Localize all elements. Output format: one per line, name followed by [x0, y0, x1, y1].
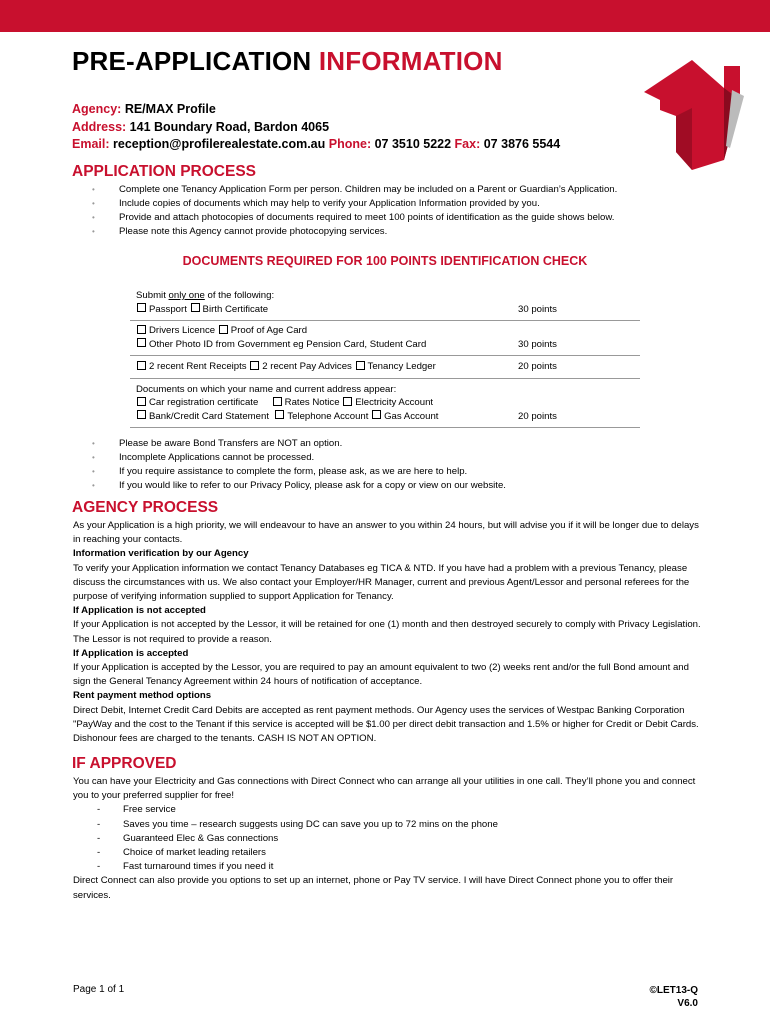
- application-process-list: [92, 183, 617, 239]
- checkbox[interactable]: [250, 361, 259, 370]
- checkbox[interactable]: [137, 303, 146, 312]
- table-row: 2 recent Rent Receipts 2 recent Pay Advices Tenancy Ledger 20 points: [130, 356, 640, 379]
- checkbox[interactable]: [275, 410, 284, 419]
- list-item: • Please be aware Bond Transfers are NOT an option.: [92, 437, 506, 451]
- list-item: - Choice of market leading retailers: [73, 846, 703, 860]
- documents-table: [130, 287, 640, 428]
- agency-process-heading: AGENCY PROCESS: [72, 499, 219, 516]
- checkbox[interactable]: [191, 303, 200, 312]
- application-process-heading: APPLICATION PROCESS: [72, 163, 257, 180]
- list-item: • If you require assistance to complete the form, please ask, as we are here to help.: [92, 465, 506, 479]
- list-item: • Incomplete Applications cannot be processed.: [92, 451, 506, 465]
- top-color-bar: [0, 0, 770, 32]
- checkbox[interactable]: [356, 361, 365, 370]
- agency-process-body: As your Application is a high priority, we will endeavour to have an answer to you within 24 hours, but will advise you if it will be longer due to delays in reaching your contacts. Information verification by our Agency To verify your Application information we contact Tenancy Databases eg TICA & NTD. If you have had a problem with a previous Tenancy, please discuss the circumstances with us. We also contact your Employer/HR Manager, current and previous Agent/Lessor and personal referees for the purpose of verifying information supplied to support Application for Tenancy. If Application is not accepted If your Application is not accepted by the Lessor, it will be retained for one (1) month and then destroyed securely to comply with Privacy Legislation. The Lessor is not required to provide a reason. If Application is accepted If your Application is accepted by the Lessor, you are required to pay an amount equivalent to two (2) weeks rent and/or the full Bond amount and sign the General Tenancy Agreement within 24 hours of notification of acceptance. Rent payment method options Direct Debit, Internet Credit Card Debits are accepted as rent payment methods. Our Agency uses the services of Westpac Banking Corporation "PayWay and the cost to the Tenant if this service is accepted will be $1.00 per direct debit transaction and 1.5% or higher for Credit or Debit Cards. Dishonour fees are charged to the tenants. CASH IS NOT AN OPTION.: [73, 520, 701, 745]
- checkbox[interactable]: [137, 397, 146, 406]
- list-item: • Complete one Tenancy Application Form per person. Children may be included on a Parent or Guardian’s Application.: [92, 183, 617, 197]
- list-item: - Saves you time – research suggests using DC can save you up to 72 mins on the phone: [73, 818, 703, 832]
- agency-details: Agency: RE/MAX Profile Address: 141 Boundary Road, Bardon 4065 Email: reception@profilerealestate.com.au Phone: 07 3510 5222 Fax: 07 3876 5544: [72, 102, 561, 151]
- checkbox[interactable]: [219, 325, 228, 334]
- list-item: - Guaranteed Elec & Gas connections: [73, 832, 703, 846]
- page-number: Page 1 of 1: [73, 984, 125, 995]
- benefits-list: [73, 803, 703, 874]
- checkbox[interactable]: [137, 361, 146, 370]
- list-item: - Fast turnaround times if you need it: [73, 860, 703, 874]
- list-item: • Please note this Agency cannot provide photocopying services.: [92, 225, 617, 239]
- form-code: ©LET13-Q V6.0: [649, 985, 698, 1009]
- if-approved-heading: IF APPROVED: [72, 755, 177, 772]
- house-logo-icon: [640, 60, 750, 170]
- list-item: • Include copies of documents which may help to verify your Application Information provided by you.: [92, 197, 617, 211]
- checkbox[interactable]: [137, 410, 146, 419]
- list-item: - Free service: [73, 803, 703, 817]
- list-item: • Provide and attach photocopies of documents required to meet 100 points of identification as the guide shows below.: [92, 211, 617, 225]
- notes-list: [92, 437, 506, 493]
- table-row: Drivers Licence Proof of Age Card Other Photo ID from Government eg Pension Card, Student Card 30 points: [130, 321, 640, 356]
- checkbox[interactable]: [137, 325, 146, 334]
- if-approved-body: You can have your Electricity and Gas connections with Direct Connect who can arrange all your utilities in one call. They’ll phone you and connect you to your preferred supplier for free! - Free service - Saves you time – research suggests using DC can save you up to 72 mins on the phone - Guaranteed Elec & Gas connections - Choice of market leading retailers - Fast turnaround times if you need it Direct Connect can also provide you options to set up an internet, phone or Pay TV service. I will have Direct Connect phone you to offer their services.: [73, 775, 703, 903]
- page-title: PRE-APPLICATION INFORMATION: [72, 46, 503, 76]
- table-row: Submit only one of the following: Passport Birth Certificate 30 points: [130, 287, 640, 321]
- checkbox[interactable]: [137, 338, 146, 347]
- checkbox[interactable]: [343, 397, 352, 406]
- documents-heading: DOCUMENTS REQUIRED FOR 100 POINTS IDENTIFICATION CHECK: [182, 254, 588, 268]
- checkbox[interactable]: [372, 410, 381, 419]
- table-row: Documents on which your name and current address appear: Car registration certificate Rates Notice Electricity Account Bank/Credit Card Statement Telephone Account Gas Account 20 points: [130, 379, 640, 429]
- checkbox[interactable]: [273, 397, 282, 406]
- list-item: • If you would like to refer to our Privacy Policy, please ask for a copy or view on our website.: [92, 479, 506, 493]
